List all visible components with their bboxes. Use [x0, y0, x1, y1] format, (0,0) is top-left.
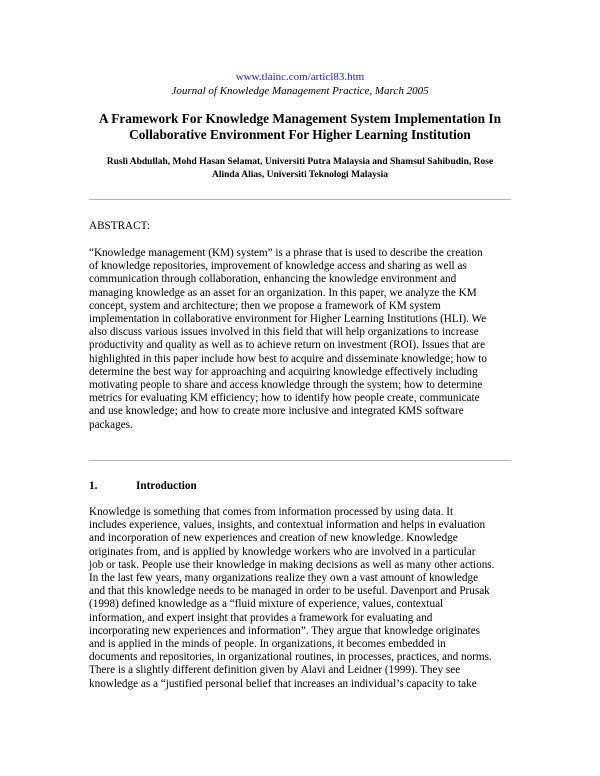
body-line: and is applied in the minds of people. In organizations, it becomes embedded in [89, 638, 446, 651]
abstract-line: implementation in collaborative environment for Higher Learning Institutions (HLI). We [89, 313, 487, 326]
abstract-line: concept, system and architecture; then we propose a framework of KM system [89, 299, 441, 312]
introduction-text [89, 506, 515, 691]
body-line: In the last few years, many organizations realize they own a vast amount of knowledge [89, 572, 479, 585]
section-title: Introduction [136, 480, 197, 492]
body-line: and that this knowledge needs to be managed in order to be useful. Davenport and Prusak [89, 585, 490, 598]
abstract-line: metrics for evaluating KM efficiency; how to identify how people create, communicate [89, 392, 480, 405]
abstract-line: productivity and quality as well as to achieve return on investment (ROI). Issues that are [89, 339, 486, 352]
abstract-line: and use knowledge; and how to create more inclusive and integrated KMS software [89, 405, 464, 418]
abstract-line: also discuss various issues involved in this field that will help organizations to increase [89, 326, 479, 339]
source-url-link[interactable]: www.tlainc.com/articl83.htm [235, 71, 365, 83]
journal-citation: Journal of Knowledge Management Practice, March 2005 [171, 85, 429, 97]
author-line: Rusli Abdullah, Mohd Hasan Selamat, Universiti Putra Malaysia and Shamsul Sahibudin, Rose [106, 157, 494, 167]
section-heading-introduction [89, 480, 197, 493]
abstract-line: of knowledge repositories, improvement of knowledge access and sharing as well as [89, 260, 467, 273]
abstract-line: managing knowledge as an asset for an organization. In this paper, we analyze the KM [89, 286, 477, 299]
abstract-line: highlighted in this paper include how best to acquire and disseminate knowledge; how to [89, 352, 488, 365]
title-line: A Framework For Knowledge Management System Implementation In [99, 111, 501, 126]
abstract-line: communication through collaboration, enhancing the knowledge environment and [89, 273, 457, 286]
body-line: There is a slightly different definition given by Alavi and Leidner (1999). They see [89, 664, 461, 677]
abstract-line: packages. [89, 418, 133, 431]
body-line: incorporating new experiences and information”. They argue that knowledge originates [89, 624, 481, 637]
body-line: (1998) defined knowledge as a “fluid mixture of experience, values, contextual [89, 598, 444, 611]
body-line: Knowledge is something that comes from information processed by using data. It [89, 506, 454, 518]
title-line: Collaborative Environment For Higher Learning Institution [129, 127, 471, 142]
body-line: job or task. People use their knowledge in making decisions as well as many other actions. [89, 558, 495, 571]
body-line: includes experience, values, insights, and contextual information and helps in evaluation [89, 519, 486, 532]
paper-title [80, 111, 520, 143]
abstract-heading: ABSTRACT: [89, 220, 150, 232]
abstract-line: determine the best way for approaching and acquiring knowledge effectively including [89, 365, 478, 378]
abstract-line: motivating people to share and access knowledge through the system; how to determine [89, 379, 483, 392]
body-line: and incorporation of new experiences and creation of new knowledge. Knowledge [89, 532, 458, 545]
author-line: Alinda Alias, Universiti Teknologi Malaysia [211, 170, 389, 180]
section-number: 1. [89, 480, 98, 492]
divider [89, 460, 511, 461]
author-list [80, 156, 520, 182]
body-line: knowledge as a “justified personal belief that increases an individual’s capacity to take [89, 677, 477, 690]
body-line: information, and expert insight that provides a framework for evaluating and [89, 611, 433, 624]
abstract-line: “Knowledge management (KM) system” is a phrase that is used to describe the creation [89, 247, 483, 259]
abstract-text [89, 247, 515, 432]
body-line: originates from, and is applied by knowledge workers who are involved in a particular [89, 545, 476, 558]
body-line: documents and repositories, in organizational routines, in processes, practices, and norms. [89, 651, 492, 664]
divider [89, 199, 511, 200]
